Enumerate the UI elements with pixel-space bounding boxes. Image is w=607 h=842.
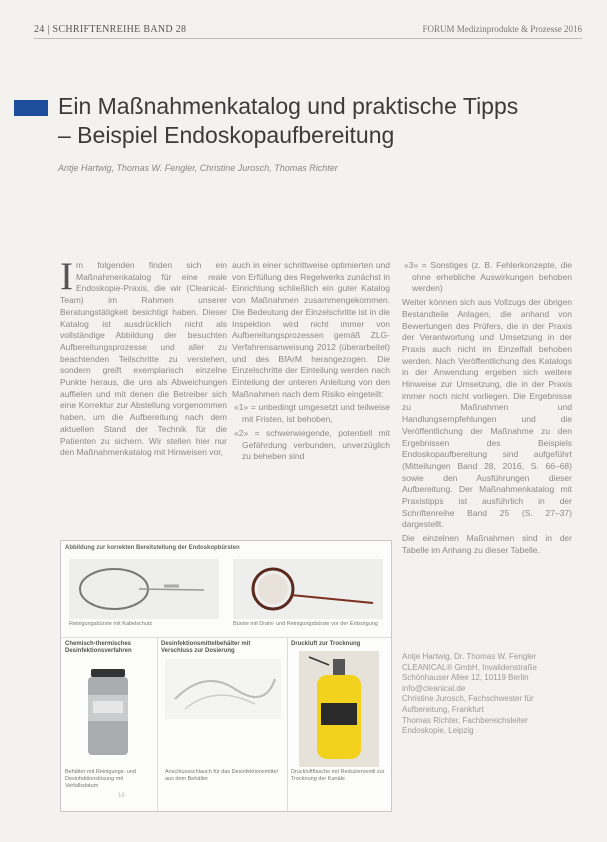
paragraph: Weiter können sich aus Vollzugs der übrigen Bestandteile Anlagen, die anhand von Bewertungen des Prüfers, die in der Praxis der Verantwortung und Umsetzung in der Praxis auch nicht im Einzelfall behoben werden. Nach Veröffentlichung des Katalogs in der Anwendung ergeben sich weitere Hinweise zur Umsetzung, die in der Praxis immer noch nicht vorliegen. Die Ergebnisse zu Maßnahmen und Handlungsempfehlungen und die Veröffentlichung der Maßnahme zu den Ergebnissen des Beispiels Endoskopaufbereitung sind aufgeführt (Mitteilungen Band 28, 2016, S. 66–68) sowie den Ausführungen dieser Aufbereitung. Der Maßnahmenkatalog mit Praxistipps ist ausführlich in der Schriftenreihe Band 25 (S. 27–37) dargestellt.: [402, 297, 572, 530]
contact-line: Thomas Richter, Fachbereichsleiter: [402, 715, 528, 725]
series-label: 24 | SCHRIFTENREIHE BAND 28: [34, 24, 187, 35]
header-compressed-air: Druckluft zur Trocknung: [291, 641, 361, 647]
paragraph: Die einzelnen Maßnahmen sind in der Tabelle im Anhang zu dieser Tabelle.: [402, 533, 572, 555]
text-column-1: [60, 255, 227, 461]
divider: [157, 637, 158, 811]
contact-line: Endoskopie, Leipzig: [402, 726, 474, 736]
header-hose: Desinfektionsmittelbehälter mit Verschluss zur Dosierung: [161, 641, 251, 654]
caption-container: Behälter mit Reinigungs- und Desinfektionslösung mit Verfallsdatum: [65, 769, 136, 789]
caption-brush-right: Bürste mit Draht- und Reinigungsbürste vor der Entsorgung: [233, 621, 378, 627]
text-column-2: [232, 260, 390, 465]
caption-compressed-air: Druckluftflasche mit Reduzierventil zur Trocknung der Kanäle: [291, 769, 385, 782]
paragraph: auch in einer schrittweise optimierten und von Erfüllung des Regelwerks zunächst in Einrichtung schließlich ein guter Katalog von Maßnahmen zusammengekommen. Die Bedeutung der Einzelschritte ist in die Inspektion wird nicht immer von Aufbereitungsprozessen gemäß ZLG-Verfahrensanweisung 2012 (überarbeitet) und des BfArM herangezogen. Die Einzelschritte der Einteilung werden nach Einteilung der unteren Anleitung von den Maßnahmen nach dem Risiko eingeteilt:: [232, 260, 390, 399]
title-accent-bar: [14, 100, 48, 116]
bullet-item: «1» = unbedingt umgesetzt und teilweise mit Fristen, ist behoben,: [234, 402, 390, 425]
paragraph: m folgenden finden sich ein Maßnahmenkatalog für eine reale Endoskopie-Praxis, die wir (Cleanical-Team) im Rahmen unserer Beratungstätigkeit besichtigt haben. Dieser Katalog ist ausdrücklich nicht als vollständige Abbildung der besuchten Aufbereitungsprozesse und aller zu beachtenden Teilschritte zu verstehen, sondern greift exemplarisch einzelne Punkte heraus, die uns als Abweichungen auffielen und mit denen die Betreiber sich eine Korrektur zur Abstellung vorgenommen haben, um die Aufbereitung nach dem aktuellen Stand der Technik für die Patienten zu sichern. Wir stellen hier nur den Maßnahmenkatalog mit Hinweisen vor,: [60, 260, 227, 458]
figure-title: Abbildung zur korrekten Bereitstellung der Endoskopbürsten: [65, 545, 240, 551]
drop-cap: I: [60, 255, 73, 298]
contact-line: Antje Hartwig, Dr. Thomas W. Fengler: [402, 652, 537, 661]
page-number: 18: [118, 793, 125, 799]
contact-line: Schönhauser Allee 12, 10119 Berlin: [402, 673, 529, 683]
contact-line: Christine Jurosch, Fachschwester für: [402, 694, 534, 704]
title-line-2: – Beispiel Endoskopaufbereitung: [58, 122, 395, 148]
running-header: [34, 24, 582, 39]
divider: [287, 637, 288, 811]
figure-panel: [60, 540, 392, 812]
article-title: [58, 92, 578, 150]
gas-bottle-photo: [299, 651, 379, 767]
bullet-item: «3» = Sonstiges (z. B. Fehlerkonzepte, die ohne erhebliche Auswirkungen behoben werden): [404, 260, 572, 294]
contact-line: Aufbereitung, Frankfurt: [402, 704, 484, 714]
hose-photo: [165, 659, 281, 719]
brush-photo-left: [69, 559, 219, 619]
bullet-item: «2» = schwerwiegende, potentiell mit Gefährdung verbunden, unverzüglich zu beheben sind: [234, 427, 390, 462]
issue-label: FORUM Medizinprodukte & Prozesse 2016: [422, 24, 582, 34]
title-line-1: Ein Maßnahmenkatalog und praktische Tipps: [58, 93, 519, 119]
caption-hose: Anschlussschlauch für das Desinfektionsmittel aus dem Behälter: [165, 769, 278, 782]
divider: [61, 637, 391, 638]
author-list: Antje Hartwig, Thomas W. Fengler, Christine Jurosch, Thomas Richter: [58, 163, 338, 173]
contact-email[interactable]: info@cleanical.de: [402, 683, 466, 693]
brush-photo-right: [233, 559, 383, 619]
contact-line: CLEANICAL® GmbH, Invalidenstraße: [402, 662, 537, 672]
contact-info: [402, 652, 572, 737]
text-column-3: [402, 260, 572, 559]
header-container: Chemisch-thermisches Desinfektionsverfahren: [65, 641, 132, 654]
caption-brush-left: Reinigungsbürste mit Kabelschutz: [69, 621, 153, 627]
canister-photo: [83, 665, 133, 761]
